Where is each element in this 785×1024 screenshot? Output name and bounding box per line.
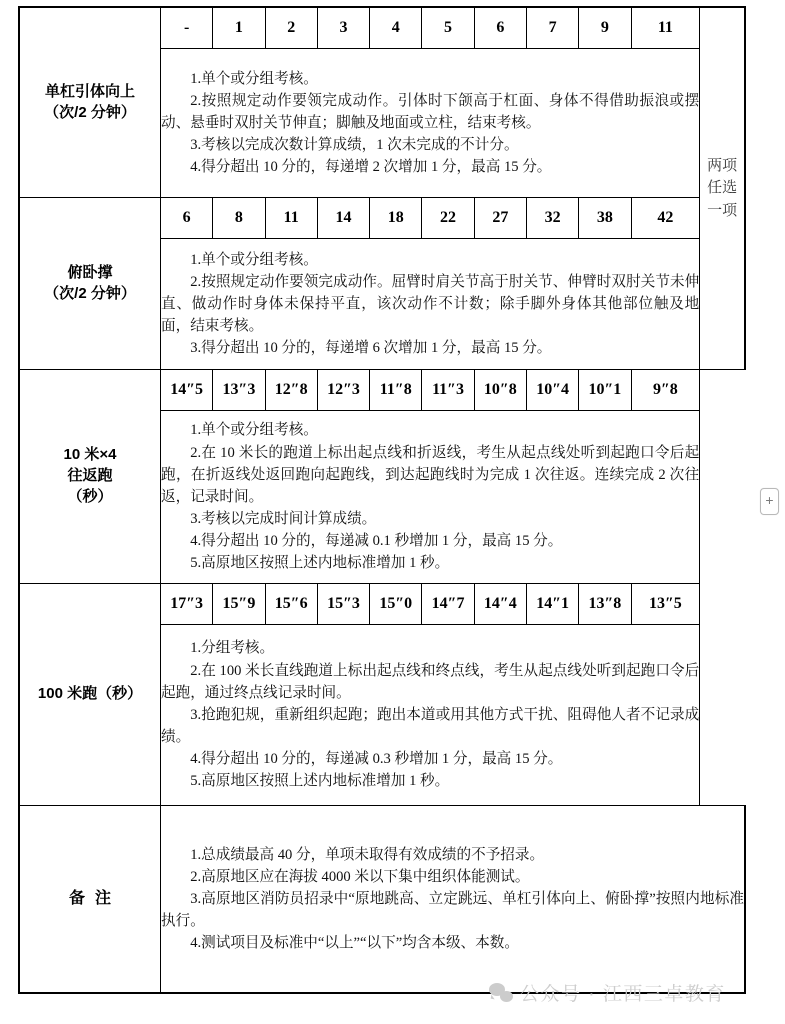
item-name-line1: 10 米×4 (63, 446, 117, 464)
item-name-line2: （次/2 分钟） (44, 284, 136, 302)
score-cell: 11 (631, 7, 700, 49)
desc-100m-run (161, 625, 700, 806)
desc-shuttle-run (161, 411, 700, 584)
desc-line: 1.分组考核。 (190, 640, 275, 657)
score-cell: 18 (370, 198, 422, 239)
score-cell: 15″0 (370, 584, 422, 625)
score-cell: 11 (265, 198, 317, 239)
score-cell: 9 (579, 7, 631, 49)
score-cell: 32 (526, 198, 578, 239)
score-cell: - (161, 7, 213, 49)
item-name-100m-run (19, 584, 161, 806)
desc-pushup (161, 239, 700, 370)
score-cell: 8 (213, 198, 265, 239)
item-name-line2: 往返跑 (67, 467, 113, 485)
score-cell: 15″9 (213, 584, 265, 625)
score-cell: 9″8 (631, 370, 700, 411)
desc-line: 1.总成绩最高 40 分，单项未取得有效成绩的不予招录。 (190, 846, 545, 863)
score-cell: 3 (317, 7, 369, 49)
item-name-line1: 100 米跑（秒） (37, 685, 143, 703)
score-cell: 6 (161, 198, 213, 239)
item-name-line3: （秒） (67, 487, 113, 505)
score-cell: 5 (422, 7, 474, 49)
desc-line: 1.单个或分组考核。 (190, 422, 318, 439)
desc-line: 2.高原地区应在海拔 4000 米以下集中组织体能测试。 (190, 868, 530, 885)
score-cell: 10″1 (579, 370, 631, 411)
desc-line: 4.得分超出 10 分的，每递减 0.3 秒增加 1 分，最高 15 分。 (190, 751, 563, 768)
desc-line: 2.在 10 米长的跑道上标出起点线和折返线，考生从起点线处听到起跑口令后起跑，在折返线处返回跑向起跑线，到达起跑线时为完成 1 次往返。连续完成 2 次往返，记录时间。 (161, 444, 700, 505)
score-cell: 14″5 (161, 370, 213, 411)
desc-line: 3.考核以完成时间计算成绩。 (190, 511, 377, 528)
desc-line: 5.高原地区按照上述内地标准增加 1 秒。 (190, 555, 450, 572)
pick-note-line1: 两项 (707, 156, 738, 174)
score-cell: 2 (265, 7, 317, 49)
score-cell: 11″8 (370, 370, 422, 411)
table-row-scores-pushup (19, 198, 745, 239)
remark-label: 备注 (19, 806, 161, 994)
desc-line: 2.在 100 米长直线跑道上标出起点线和终点线，考生从起点线处听到起跑口令后起跑，通过终点线记录时间。 (161, 662, 700, 701)
score-cell: 14″7 (422, 584, 474, 625)
score-cell: 17″3 (161, 584, 213, 625)
watermark-text: 公众号 · 江西三卓教育 (520, 984, 726, 1005)
desc-line: 3.考核以完成次数计算成绩，1 次未完成的不计分。 (190, 137, 519, 154)
item-name-line2: （次/2 分钟） (44, 103, 136, 121)
score-cell: 13″3 (213, 370, 265, 411)
desc-line: 2.按照规定动作要领完成动作。屈臂时肩关节高于肘关节、伸臂时双肘关节未伸直、做动作时身体未保持平直，该次动作不计数；除手脚外身体其他部位触及地面，结束考核。 (161, 273, 700, 335)
pick-note-line3: 一项 (707, 201, 738, 219)
score-cell: 4 (370, 7, 422, 49)
desc-line: 4.得分超出 10 分的，每递增 2 次增加 1 分，最高 15 分。 (190, 159, 552, 176)
table-row-scores-shuttle (19, 370, 745, 411)
table-row-scores-pullup (19, 7, 745, 49)
score-cell: 10″8 (474, 370, 526, 411)
desc-line: 3.高原地区消防员招录中“原地跳高、立定跳远、单杠引体向上、俯卧撑”按照内地标准执行。 (161, 890, 744, 930)
score-cell: 11″3 (422, 370, 474, 411)
score-cell: 10″4 (526, 370, 578, 411)
score-cell: 15″3 (317, 584, 369, 625)
score-cell: 14″1 (526, 584, 578, 625)
desc-line: 2.按照规定动作要领完成动作。引体时下颌高于杠面、身体不得借助振浪或摆动、悬垂时双肘关节伸直；脚触及地面或立柱，结束考核。 (161, 92, 700, 131)
desc-line: 1.单个或分组考核。 (190, 70, 318, 87)
desc-line: 4.得分超出 10 分的，每递减 0.1 秒增加 1 分，最高 15 分。 (190, 533, 563, 550)
score-cell: 27 (474, 198, 526, 239)
item-name-shuttle-run (19, 370, 161, 584)
remark-desc (161, 806, 746, 994)
score-cell: 7 (526, 7, 578, 49)
score-cell: 14 (317, 198, 369, 239)
table-row-remark (19, 806, 745, 994)
score-cell: 13″8 (579, 584, 631, 625)
fitness-standard-table (18, 6, 746, 994)
desc-line: 5.高原地区按照上述内地标准增加 1 秒。 (190, 773, 450, 790)
score-cell: 15″6 (265, 584, 317, 625)
desc-line: 4.测试项目及标准中“以上”“以下”均含本级、本数。 (190, 935, 519, 952)
score-cell: 14″4 (474, 584, 526, 625)
plus-icon[interactable]: + (760, 488, 779, 515)
pick-note-line2: 任选 (707, 179, 738, 197)
score-cell: 38 (579, 198, 631, 239)
desc-line: 1.单个或分组考核。 (190, 251, 318, 268)
score-cell: 22 (422, 198, 474, 239)
item-name-line1: 俯卧撑 (67, 263, 113, 281)
score-cell: 42 (631, 198, 700, 239)
item-name-pushup (19, 198, 161, 370)
desc-line: 3.得分超出 10 分的，每递增 6 次增加 1 分，最高 15 分。 (190, 340, 552, 357)
pick-note-group-1 (700, 7, 745, 370)
item-name-pullup (19, 7, 161, 198)
item-name-line1: 单杠引体向上 (44, 82, 135, 100)
desc-line: 3.抢跑犯规，重新组织起跑；跑出本道或用其他方式干扰、阻碍他人者不记录成绩。 (161, 706, 700, 746)
desc-pullup (161, 49, 700, 198)
score-cell: 13″5 (631, 584, 700, 625)
score-cell: 1 (213, 7, 265, 49)
score-cell: 12″3 (317, 370, 369, 411)
score-cell: 6 (474, 7, 526, 49)
table-row-scores-100m (19, 584, 745, 625)
score-cell: 12″8 (265, 370, 317, 411)
